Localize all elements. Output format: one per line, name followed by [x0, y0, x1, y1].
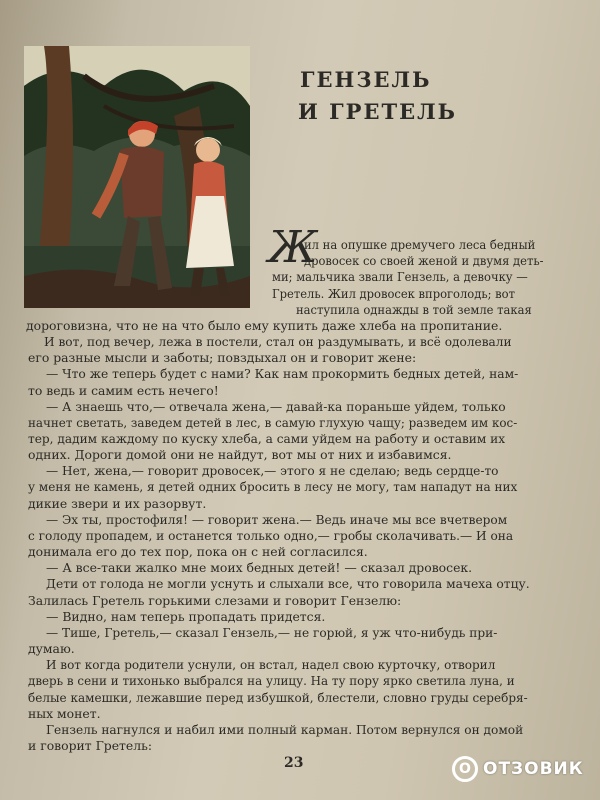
text-line: Гретель. Жил дровосек впроголодь; вот: [272, 285, 515, 301]
text-line: — Тише, Гретель,— сказал Гензель,— не горюй, я уж что-нибудь при-: [46, 624, 498, 640]
otzovik-logo-icon: O: [452, 756, 478, 782]
text-line: дороговизна, что не на что было ему купить даже хлеба на пропитание.: [26, 317, 503, 333]
text-line: донимала его до тех пор, пока он с ней согласился.: [28, 544, 368, 560]
text-line: И вот, под вечер, лежа в постели, стал он раздумывать, и всё одолевали: [44, 334, 512, 349]
text-line: у меня не камень, я детей одних бросить в лесу не могу, там нападут на них: [28, 479, 518, 495]
text-line: тер, дадим каждому по куску хлеба, а сами уйдем на работу и оставим их: [28, 430, 506, 446]
text-line: — Нет, жена,— говорит дровосек,— этого я не сделаю; ведь сердце-то: [46, 463, 499, 479]
text-line: ил на опушке дремучего леса бедный: [304, 237, 536, 252]
title-line-2: И ГРЕТЕЛЬ: [298, 99, 457, 124]
text-line: дверь в сени и тихонько выбрался на улицу. На ту пору ярко светила луна, и: [28, 673, 515, 689]
text-line: — А знаешь что,— отвечала жена,— давай-ка пораньше уйдем, только: [46, 398, 506, 414]
text-line: белые камешки, лежавшие перед избушкой, блестели, словно груды серебря-: [28, 689, 528, 705]
text-line: — Эх ты, простофиля! — говорит жена.— Ведь иначе мы все вчетвером: [46, 511, 508, 527]
watermark-text: ОТЗОВИК: [483, 759, 584, 779]
text-line: — Видно, нам теперь пропадать придется.: [46, 608, 326, 624]
text-line: и говорит Гретель:: [28, 738, 153, 753]
watermark: [452, 756, 584, 782]
text-line: его разные мысли и заботы; повздыхал он и говорит жене:: [28, 350, 417, 366]
text-line: Дети от голода не могли уснуть и слыхали все, что говорила мачеха отцу.: [46, 576, 530, 592]
text-line: одних. Дороги домой они не найдут, вот мы от них и избавимся.: [28, 447, 452, 463]
text-line: начнет светать, заведем детей в лес, в самую глухую чащу; разведем им кос-: [28, 414, 518, 430]
title-line-1: ГЕНЗЕЛЬ: [300, 67, 432, 92]
text-line: наступила однажды в той земле такая: [296, 301, 532, 317]
text-line: думаю.: [28, 641, 75, 656]
text-line: дикие звери и их разорвут.: [28, 495, 207, 511]
text-line: — А все-таки жалко мне моих бедных детей! — сказал дровосек.: [46, 560, 473, 576]
text-line: Залилась Гретель горькими слезами и говорит Гензелю:: [28, 592, 402, 608]
text-line: И вот когда родители уснули, он встал, надел свою курточку, отворил: [46, 657, 496, 673]
text-line: дровосек со своей женой и двумя деть-: [304, 253, 544, 269]
text-line: ных монет.: [28, 705, 101, 721]
text-line: то ведь и самим есть нечего!: [28, 382, 219, 398]
text-line: с голоду пропадем, и останется только одно,— гробы сколачивать.— И она: [28, 527, 514, 543]
text-line: Гензель нагнулся и набил ими полный карман. Потом вернулся он домой: [46, 721, 524, 737]
drop-cap: Ж: [268, 222, 318, 273]
text-line: ми; мальчика звали Гензель, а девочку —: [272, 269, 528, 285]
page-number: 23: [284, 755, 304, 771]
text-line: — Что же теперь будет с нами? Как нам прокормить бедных детей, нам-: [46, 366, 519, 382]
